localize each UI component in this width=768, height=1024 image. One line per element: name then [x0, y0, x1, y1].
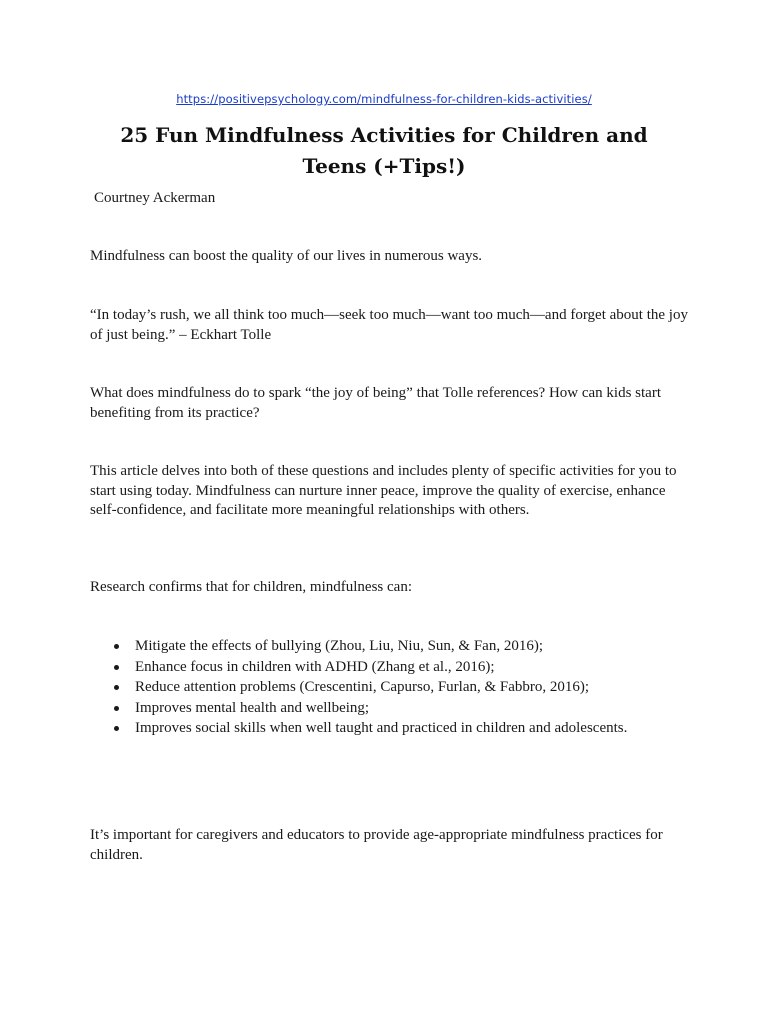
title-line-1: 25 Fun Mindfulness Activities for Children and — [120, 123, 648, 147]
list-item — [112, 698, 652, 719]
list-item — [112, 657, 652, 678]
list-item-text: Enhance focus in children with ADHD (Zhang et al., 2016); — [135, 658, 495, 675]
list-item-text: Mitigate the effects of bullying (Zhou, Liu, Niu, Sun, & Fan, 2016); — [135, 638, 544, 654]
paragraph-quote: “In today’s rush, we all think too much—seek too much—want too much—and forget about the joy of just being.” – Eckhart Tolle — [90, 307, 688, 343]
list-item-text: Improves mental health and wellbeing; — [135, 699, 370, 716]
list-item — [112, 718, 652, 739]
list-item — [112, 636, 652, 657]
paragraph-research-intro: Research confirms that for children, mindfulness can: — [90, 579, 412, 595]
title-line-2: Teens (+Tips!) — [302, 154, 466, 178]
author-name: Courtney Ackerman — [94, 190, 216, 206]
bullet-dot-icon — [114, 726, 119, 731]
research-bullet-list — [112, 636, 652, 739]
article-title — [100, 120, 668, 182]
bullet-dot-icon — [114, 644, 119, 649]
list-item — [112, 677, 652, 698]
paragraph-question: What does mindfulness do to spark “the joy of being” that Tolle references? How can kids start benefiting from its practice? — [90, 385, 662, 421]
bullet-dot-icon — [114, 685, 119, 690]
paragraph-intro: Mindfulness can boost the quality of our lives in numerous ways. — [90, 248, 483, 264]
list-item-text: Improves social skills when well taught and practiced in children and adolescents. — [135, 720, 628, 736]
paragraph-article-overview: This article delves into both of these questions and includes plenty of specific activities for you to start using today. Mindfulness can nurture inner peace, improve the quality of exercise, enhance self-confidence, and facilitate more meaningful relationships with others. — [90, 463, 677, 518]
paragraph-caregivers: It’s important for caregivers and educators to provide age-appropriate mindfulness practices for children. — [90, 827, 663, 863]
list-item-text: Reduce attention problems (Crescentini, Capurso, Furlan, & Fabbro, 2016); — [135, 679, 590, 695]
bullet-dot-icon — [114, 665, 119, 670]
source-url-link[interactable]: https://positivepsychology.com/mindfulness-for-children-kids-activities/ — [176, 92, 592, 106]
bullet-dot-icon — [114, 706, 119, 711]
